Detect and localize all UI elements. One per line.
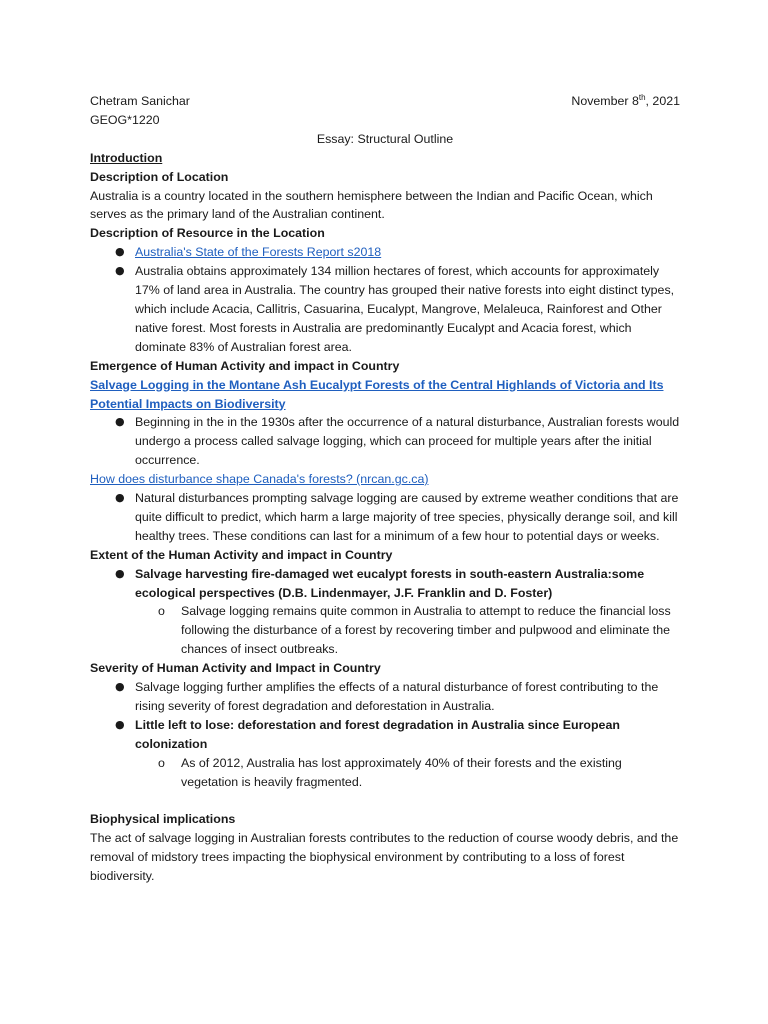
bullet-icon: ● <box>115 680 125 694</box>
emergence-text-1: Beginning in the in the 1930s after the occurrence of a natural disturbance, Australian forests would undergo a process called salvage logging, which can proceed for multiple years after the initial occurrence. <box>135 415 680 468</box>
extent-heading: Extent of the Human Activity and impact in Country <box>90 547 393 562</box>
resource-text: Australia obtains approximately 134 million hectares of forest, which accounts for approximately 17% of land area in Australia. The country has grouped their native forests into eight distinct types, which include Acacia, Callitris, Casuarina, Eucalypt, Mangrove, Melaleuca, Rainforest and Other native forest. Most forests in Australia are predominantly Eucalypt and Acacia forest, which dominate 83% of Australian forest area. <box>135 264 675 354</box>
nrcan-link[interactable]: How does disturbance shape Canada's forests? (nrcan.gc.ca) <box>90 472 429 487</box>
bullet-icon: ● <box>115 245 125 259</box>
bullet-icon: ● <box>115 566 125 580</box>
date <box>571 92 680 111</box>
resource-heading: Description of Resource in the Location <box>90 226 325 241</box>
extent-sub-text: Salvage logging remains quite common in Australia to attempt to reduce the financial loss following the disturbance of a forest by recovering timber and pulpwood and eliminate the chances of insect outbreaks. <box>181 604 671 657</box>
sub-list-item <box>90 754 680 792</box>
forests-report-link[interactable]: Australia's State of the Forests Report s2018 <box>135 245 382 260</box>
bullet-icon: ● <box>115 264 125 278</box>
emergence-heading: Emergence of Human Activity and impact in Country <box>90 358 400 373</box>
author-name: Chetram Sanichar <box>90 94 190 108</box>
severity-text: Salvage logging further amplifies the effects of a natural disturbance of forest contributing to the rising severity of forest degradation and deforestation in Australia. <box>135 680 659 713</box>
date-year: , 2021 <box>645 94 680 108</box>
list-item <box>90 565 680 603</box>
introduction-heading: Introduction <box>90 150 163 165</box>
spacer <box>90 792 680 811</box>
circle-bullet-icon: o <box>158 755 165 770</box>
document-title: Essay: Structural Outline <box>316 131 454 146</box>
bullet-icon: ● <box>115 491 125 505</box>
biophysical-paragraph: The act of salvage logging in Australian forests contributes to the reduction of course woody debris, and the removal of midstory trees impacting the biophysical environment by contributing to a loss of forest biodiversity. <box>90 831 679 884</box>
circle-bullet-icon: o <box>158 604 165 619</box>
severity-source: Little left to lose: deforestation and forest degradation in Australia since European colonization <box>135 717 620 751</box>
course-code: GEOG*1220 <box>90 112 160 127</box>
list-item <box>90 413 680 470</box>
extent-source: Salvage harvesting fire-damaged wet eucalypt forests in south-eastern Australia:some ecological perspectives (D.B. Lindenmayer, J.F. Franklin and D. Foster) <box>135 566 645 600</box>
list-item <box>90 678 680 716</box>
header-row <box>90 92 680 111</box>
document-body <box>90 92 680 886</box>
emergence-text-2: Natural disturbances prompting salvage logging are caused by extreme weather conditions that are quite difficult to predict, which harm a large majority of tree species, physically derange soil, and kill healthy trees. These conditions can last for a minimum of a few hour to potential days or weeks. <box>135 491 679 543</box>
location-heading: Description of Location <box>90 169 229 184</box>
salvage-logging-link[interactable]: Salvage Logging in the Montane Ash Eucalypt Forests of the Central Highlands of Victoria and Its Potential Impacts on Biodiversity <box>90 377 664 411</box>
location-paragraph: Australia is a country located in the southern hemisphere between the Indian and Pacific Ocean, which serves as the primary land of the Australian continent. <box>90 188 653 222</box>
bullet-icon: ● <box>115 717 125 731</box>
bullet-icon: ● <box>115 415 125 429</box>
severity-sub-text: As of 2012, Australia has lost approximately 40% of their forests and the existing vegetation is heavily fragmented. <box>181 755 622 789</box>
list-item <box>90 716 680 754</box>
list-item <box>90 243 680 262</box>
list-item <box>90 262 680 357</box>
biophysical-heading: Biophysical implications <box>90 812 236 827</box>
list-item <box>90 489 680 546</box>
date-text: November 8 <box>571 94 639 108</box>
severity-heading: Severity of Human Activity and Impact in Country <box>90 661 381 676</box>
date-superscript: th <box>638 92 646 102</box>
sub-list-item <box>90 602 680 659</box>
